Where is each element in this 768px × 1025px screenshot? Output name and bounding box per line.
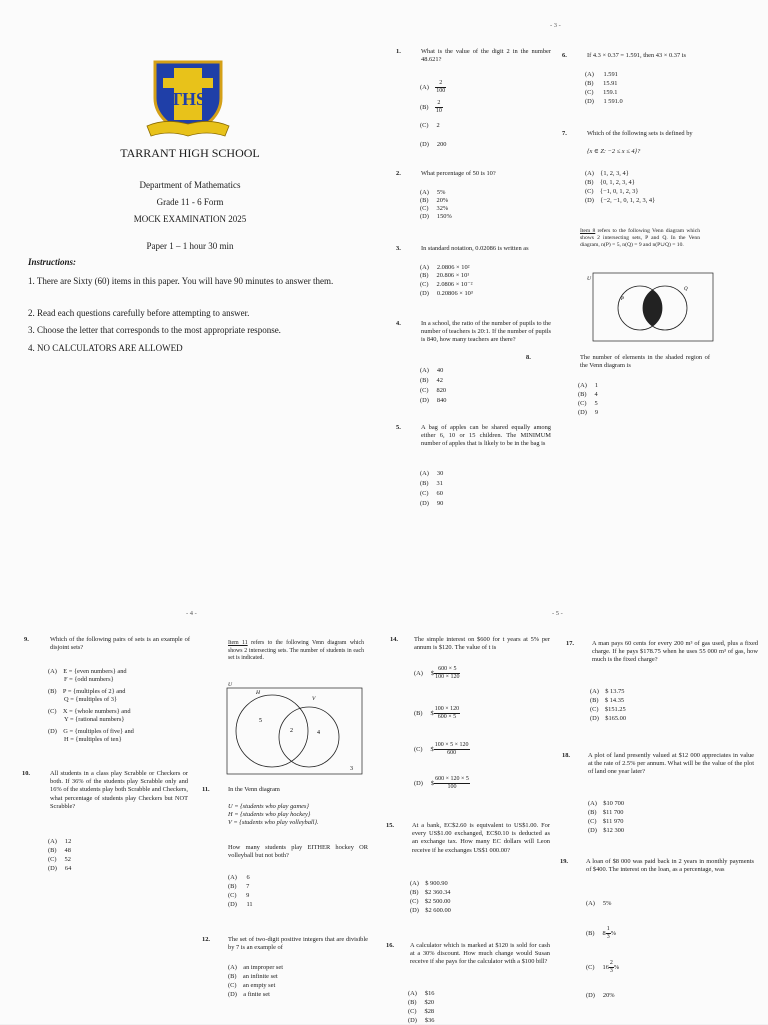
q9-option-d[interactable]: (D) G = {multiples of five} and H = {multiples of ten} [48,728,134,743]
q1-option-d[interactable]: (D) 200 [420,141,447,148]
q3-option-a[interactable]: (A) 2.0806 × 10² [420,264,470,271]
q14-option-c[interactable]: (C) $ $\frac{100 \times 5 \times 120}{600}$ [414,742,469,756]
venn-diagram-item-11 [226,682,364,776]
q10-option-b[interactable]: (B) 48 [48,847,71,854]
grade-form: Grade 11 - 6 Form [156,197,224,207]
q4-option-c[interactable]: (C) 820 [420,387,447,394]
page-number: - 5 - [552,610,563,617]
school-name: TARRANT HIGH SCHOOL [120,146,260,160]
question-number: 6. [562,52,567,59]
question-2-text: What percentage of 50 is 10? [421,170,496,177]
q11-def-v: V = {students who play volleyball}. [228,819,319,826]
svg-text:THS: THS [169,89,207,109]
q19-option-d[interactable]: (D) 20% [586,992,615,999]
q7-option-a[interactable]: (A) {1, 2, 3, 4} [585,170,629,177]
page-4 [0,600,380,1024]
instruction-2: 2. Read each questions carefully before attempting to answer. [28,308,250,318]
q12-option-c[interactable]: (C) an empty set [228,982,276,989]
question-number: 14. [390,636,398,643]
question-number: 16. [386,942,394,949]
question-18-text: A plot of land presently valued at $12 000 appreciates in value at the rate of 2.5% per annum. What will be the value of the plot of land one year later? [588,752,754,776]
q17-option-a[interactable]: (A) $ 13.75 [590,688,625,695]
q10-option-d[interactable]: (D) 64 [48,865,72,872]
question-number: 1. [396,48,401,55]
q15-option-c[interactable]: (C) $2 500.00 [410,898,451,905]
question-7-text: Which of the following sets is defined by [587,130,693,137]
question-number: 7. [562,130,567,137]
q16-option-c[interactable]: (C) $28 [408,1008,435,1015]
q4-option-a[interactable]: (A) 40 [420,367,444,374]
q4-option-d[interactable]: (D) 840 [420,397,447,404]
question-number: 3. [396,245,401,252]
q3-option-d[interactable]: (D) 0.20806 × 10³ [420,290,473,297]
q11-option-d[interactable]: (D) 11 [228,901,253,908]
venn-count-v-only: 4 [317,730,320,736]
q15-option-a[interactable]: (A) $ 900.90 [410,880,448,887]
q18-option-c[interactable]: (C) $11 970 [588,818,624,825]
q9-option-c[interactable]: (C) X = {whole numbers} and Y = {rational numbers} [48,708,131,723]
venn-diagram-item-8 [587,272,714,342]
question-11-text: In the Venn diagram [228,786,280,793]
page-number: - 4 - [186,610,197,617]
q5-option-a[interactable]: (A) 30 [420,470,444,477]
q11-option-b[interactable]: (B) 7 [228,883,250,890]
question-number: 18. [562,752,570,759]
question-14-text: The simple interest on $600 for t years at 5% per annum is $120. The value of t is [414,636,550,652]
question-17-text: A man pays 60 cents for every 200 m³ of gas used, plus a fixed charge. If he pays $178.75 when he uses 55 000 m³ of gas, how much is the fixed charge? [592,640,758,664]
q17-option-b[interactable]: (B) $ 14.35 [590,697,625,704]
q14-option-b[interactable]: (B) $ $\frac{100 \times 120}{600 \times 5}$ [414,706,460,720]
q9-option-a[interactable]: (A) E = {even numbers} and F = {odd numbers} [48,668,127,683]
q19-option-b[interactable]: (B) 8 $\frac{1}{3}$ % [586,926,617,940]
q16-option-d[interactable]: (D) $36 [408,1017,435,1024]
question-number: 5. [396,424,401,431]
q2-option-d[interactable]: (D) 150% [420,213,452,220]
question-5-text: A bag of apples can be shared equally among either 6, 10 or 15 children. The MINIMUM number of apples that is likely to be in the bag is [421,424,551,448]
q1-option-a[interactable]: (A) $\frac{2}{100}$ [420,80,446,94]
q7-option-b[interactable]: (B) {0, 1, 2, 3, 4} [585,179,635,186]
paper-duration: Paper 1 – 1 hour 30 min [146,241,234,251]
page-number: - 3 - [550,22,561,29]
venn-label-q: Q [684,287,688,292]
venn-count-h-only: 5 [259,718,262,724]
q17-option-c[interactable]: (C) $151.25 [590,706,626,713]
question-number: 17. [566,640,574,647]
question-number: 4. [396,320,401,327]
q12-option-a[interactable]: (A) an improper set [228,964,284,971]
question-number: 2. [396,170,401,177]
q6-option-c[interactable]: (C) 159.1 [585,89,618,96]
q19-option-a[interactable]: (A) 5% [586,900,612,907]
school-crest-logo [145,58,231,140]
question-19-text: A loan of $8 000 was paid back in 2 years in monthly payments of $400. The interest on the loan, as a percentage, was [586,858,754,874]
q3-option-b[interactable]: (B) 20.806 × 10¹ [420,272,470,279]
question-9-text: Which of the following pairs of sets is an example of disjoint sets? [50,636,190,652]
q14-option-a[interactable]: (A) $ $\frac{600 \times 5}{100 \times 120}$ [414,666,460,680]
instruction-4: 4. NO CALCULATORS ARE ALLOWED [28,343,183,353]
question-number: 9. [24,636,29,643]
question-16-text: A calculator which is marked at $120 is sold for cash at a 30% discount. How much change would Susan receive if she pays for the calculator with a $100 bill? [410,942,550,966]
page-5 [380,600,768,1024]
q7-option-d[interactable]: (D) {−2, −1, 0, 1, 2, 3, 4} [585,197,656,204]
q5-option-d[interactable]: (D) 90 [420,500,444,507]
q9-option-b[interactable]: (B) P = {multiples of 2} and Q = {multiples of 3} [48,688,126,703]
venn-label-p: P [621,297,625,302]
question-number: 11. [202,786,210,793]
venn-label-u: U [228,682,232,688]
question-1-text: What is the value of the digit 2 in the number 48.621? [421,48,551,64]
q18-option-d[interactable]: (D) $12 300 [588,827,625,834]
venn-count-intersection: 2 [290,728,293,734]
q4-option-b[interactable]: (B) 42 [420,377,443,384]
question-6-text: If 4.3 × 0.37 = 1.591, then 43 × 0.37 is [587,52,687,59]
question-8-text: The number of elements in the shaded region of the Venn diagram is [580,354,710,370]
q1-option-c[interactable]: (C) 2 [420,122,440,129]
venn-label-v: V [312,696,316,702]
page-3 [380,0,768,600]
question-4-text: In a school, the ratio of the number of pupils to the number of teachers is 20:1. If the number of pupils is 840, how many teachers are there? [421,320,551,344]
question-12-text: The set of two-digit positive integers that are divisible by 7 is an example of [228,936,368,952]
q16-option-a[interactable]: (A) $16 [408,990,435,997]
venn-count-neither: 3 [350,766,353,772]
q8-option-c[interactable]: (C) 5 [578,400,598,407]
item-8-stem: Item 8 refers to the following Venn diagram which shows 2 intersecting sets, P and Q. In the Venn diagram, n(P) = 5, n(Q) = 9 and n(P∪Q) = 10. [580,228,700,249]
q6-option-d[interactable]: (D) 1 591.0 [585,98,623,105]
q18-option-a[interactable]: (A) $10 700 [588,800,625,807]
q11-def-u: U = {students who play games} [228,803,309,810]
question-number: 8. [526,354,531,361]
q11-def-h: H = {students who play hockey} [228,811,311,818]
question-10-text: All students in a class play Scrabble or Checkers or both. If 36% of the students play Scrabble only and 16% of the students play both Scrabble and Checkers, what percentage of students play Checkers but NOT Scrabble? [50,770,188,810]
q8-option-b[interactable]: (B) 4 [578,391,598,398]
q15-option-b[interactable]: (B) $2 360.34 [410,889,451,896]
q11-option-a[interactable]: (A) 6 [228,874,250,881]
question-number: 19. [560,858,568,865]
question-number: 12. [202,936,210,943]
q18-option-b[interactable]: (B) $11 700 [588,809,624,816]
q14-option-d[interactable]: (D) $ $\frac{600 \times 120 \times 5}{100}$ [414,776,469,790]
q5-option-c[interactable]: (C) 60 [420,490,443,497]
question-3-text: In standard notation, 0.02086 is written as [421,245,529,252]
instruction-3: 3. Choose the letter that corresponds to the most appropriate response. [28,325,281,335]
q8-option-d[interactable]: (D) 9 [578,409,599,416]
q6-option-a[interactable]: (A) 1.591 [585,71,618,78]
instructions-heading: Instructions: [28,257,77,267]
q3-option-c[interactable]: (C) 2.0806 × 10⁻² [420,281,473,288]
q17-option-d[interactable]: (D) $165.00 [590,715,627,722]
q8-option-a[interactable]: (A) 1 [578,382,599,389]
q2-option-a[interactable]: (A) 5% [420,189,446,196]
q11-option-c[interactable]: (C) 9 [228,892,250,899]
q5-option-b[interactable]: (B) 31 [420,480,443,487]
q12-option-d[interactable]: (D) a finite set [228,991,270,998]
question-number: 15. [386,822,394,829]
item-11-stem: Item 11 refers to the following Venn diagram which shows 2 intersecting sets. The number of students in each set is indicated. [228,640,364,662]
venn-label-u: U [587,276,591,282]
q10-option-a[interactable]: (A) 12 [48,838,72,845]
q10-option-c[interactable]: (C) 52 [48,856,71,863]
q7-option-c[interactable]: (C) {−1, 0, 1, 2, 3} [585,188,639,195]
department: Department of Mathematics [139,180,241,190]
q2-option-b[interactable]: (B) 20% [420,197,449,204]
venn-label-h: H [256,690,260,696]
question-7-set: {x ∈ Z: −2 ≤ x ≤ 4}? [587,148,641,155]
question-11-text-2: How many students play EITHER hockey OR volleyball but not both? [228,844,368,860]
question-15-text: At a bank, EC$2.60 is equivalent to US$1.00. For every US$1.00 exchanged, EC$0.10 is deducted as an exchange tax. How many EC dollars will Leon receive if he exchanges US$1 000.00? [412,822,550,854]
q12-option-b[interactable]: (B) an infinite set [228,973,278,980]
q1-option-b[interactable]: (B) $\frac{2}{10}$ [420,100,442,114]
q6-option-b[interactable]: (B) 15.91 [585,80,618,87]
cover-page [0,0,380,600]
q15-option-d[interactable]: (D) $2 600.00 [410,907,451,914]
instruction-1: 1. There are Sixty (60) items in this paper. You will have 90 minutes to answer them. [28,276,334,286]
question-number: 10. [22,770,30,777]
q19-option-c[interactable]: (C) 16 $\frac{2}{3}$ % [586,960,620,974]
q16-option-b[interactable]: (B) $20 [408,999,435,1006]
q2-option-c[interactable]: (C) 32% [420,205,449,212]
exam-title: MOCK EXAMINATION 2025 [133,214,247,224]
